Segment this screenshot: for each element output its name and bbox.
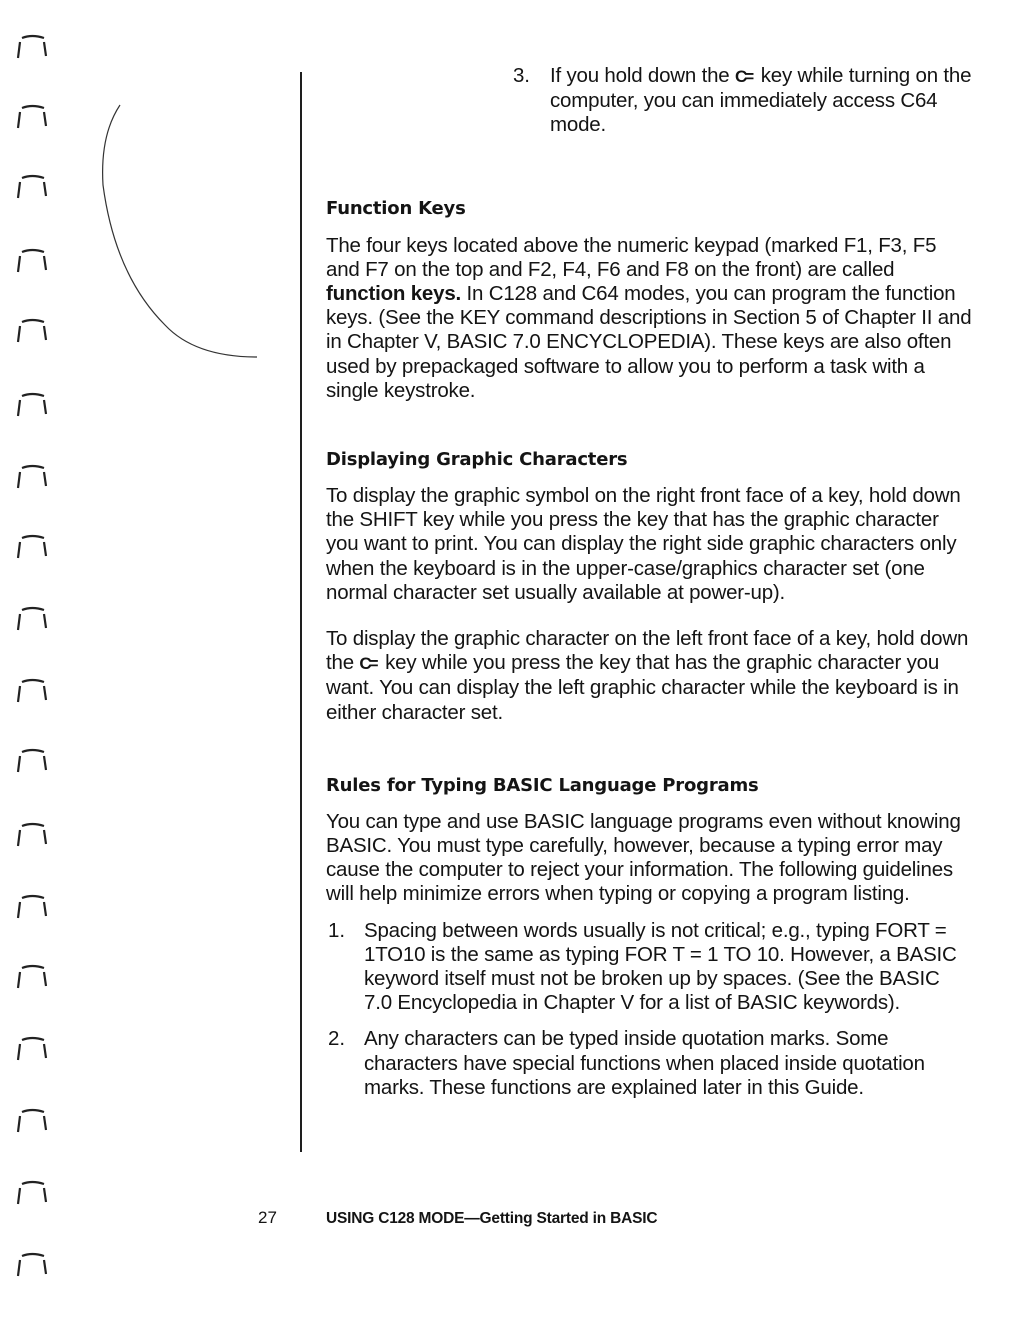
intro-item-text: If you hold down the C= key while turning on the computer, you can immediately access C64 mode. — [550, 64, 972, 137]
heading-typing-rules: Rules for Typing BASIC Language Programs — [326, 774, 759, 796]
bold-term-function-keys: function keys. — [326, 282, 462, 306]
list-item-text: Any characters can be typed inside quotation marks. Some characters have special functions when placed inside quotation marks. These functions are explained later in this Guide. — [364, 1027, 925, 1099]
decorative-curve — [95, 95, 265, 370]
margin-rule — [300, 72, 302, 1152]
commodore-key-icon: C= — [735, 67, 752, 86]
list-item — [326, 1027, 972, 1100]
rules-list — [326, 919, 972, 1100]
page-number: 27 — [258, 1208, 277, 1227]
paragraph-function-keys: The four keys located above the numeric keypad (marked F1, F3, F5 and F7 on the top and F2, F4, F6 and F8 on the front) are called function keys. In C128 and C64 modes, you can program the function keys. (See the KEY command descriptions in Section 5 of Chapter II and in Chapter V, BASIC 7.0 ENCYCLOPEDIA). These keys are also often used by prepackaged software to allow you to perform a task with a single keystroke. — [326, 233, 972, 402]
intro-list-item — [513, 64, 972, 138]
intro-item-number: 3. — [513, 64, 530, 87]
running-title: USING C128 MODE—Getting Started in BASIC — [326, 1210, 658, 1227]
list-item-text: Spacing between words usually is not critical; e.g., typing FORT = 1TO10 is the same as typing FOR T = 1 TO 10. However, a BASIC keyword itself must not be broken up by spaces. (See the BASIC 7.0 Encyclopedia in Chapter V for a list of BASIC keywords). — [364, 918, 957, 1015]
list-item-number: 2. — [328, 1027, 346, 1051]
heading-graphic-characters: Displaying Graphic Characters — [326, 449, 628, 471]
paragraph-graphic-right: To display the graphic symbol on the right front face of a key, hold down the SHIFT key while you press the key that has the graphic character you want to print. You can display the right side graphic characters only when the keyboard is in the upper-case/graphics character set (one normal character set usually available at power-up). — [326, 484, 961, 604]
paragraph-graphic-left: To display the graphic character on the left front face of a key, hold down the C= key while you press the key that has the graphic character you want. You can display the left graphic character while the keyboard is in either character set. — [326, 627, 969, 724]
commodore-key-icon: C= — [359, 654, 376, 674]
page-content — [326, 64, 972, 1116]
spiral-binding-holes — [0, 0, 60, 1328]
list-item — [326, 919, 972, 1016]
paragraph-typing-rules: You can type and use BASIC language programs even without knowing BASIC. You must type carefully, however, because a typing error may cause the computer to reject your information. The following guidelines will help minimize errors when typing or copying a program listing. — [326, 809, 961, 906]
heading-function-keys: Function Keys — [326, 197, 466, 219]
list-item-number: 1. — [328, 918, 346, 942]
